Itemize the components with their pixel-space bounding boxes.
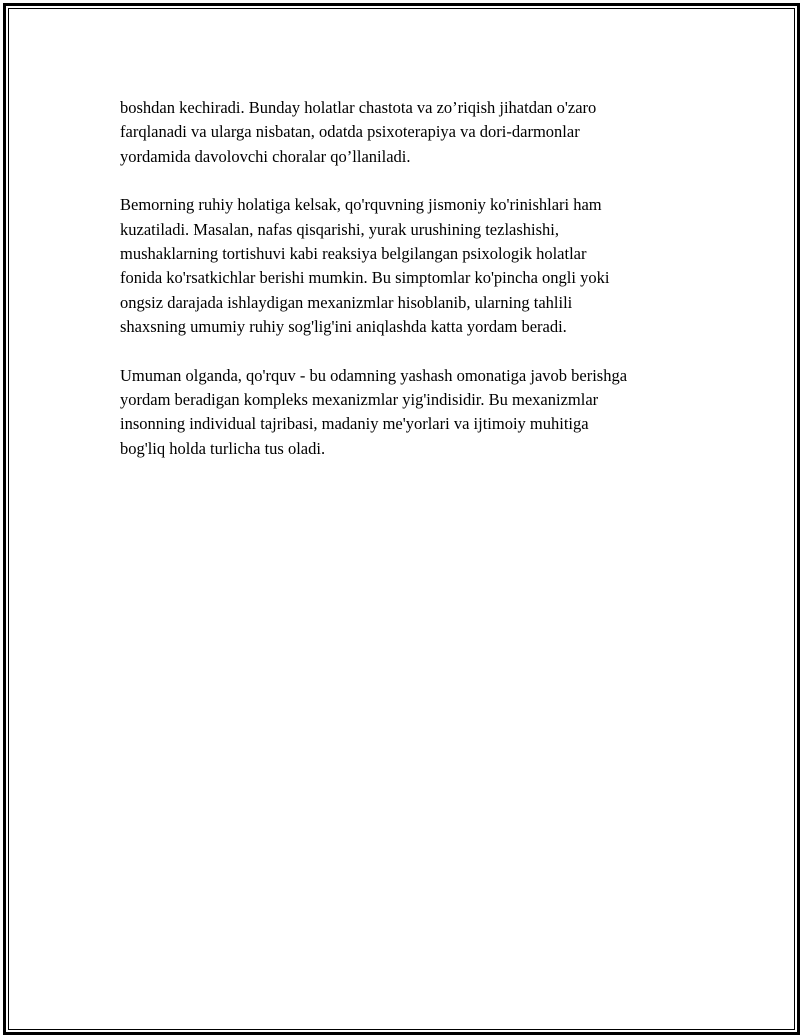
text-line: ongsiz darajada ishlaydigan mexanizmlar hisoblanib, ularning tahlili bbox=[120, 292, 573, 312]
text-line: yordam beradigan kompleks mexanizmlar yig'indisidir. Bu mexanizmlar bbox=[120, 390, 599, 410]
paragraph-2 bbox=[120, 193, 700, 339]
text-line: Umuman olganda, qo'rquv - bu odamning yashash omonatiga javob berishga bbox=[120, 365, 628, 385]
paragraph-1 bbox=[120, 96, 700, 169]
text-line: bog'liq holda turlicha tus oladi. bbox=[120, 438, 326, 458]
page-frame bbox=[3, 3, 800, 1035]
text-line: boshdan kechiradi. Bunday holatlar chastota va zo’riqish jihatdan o'zaro bbox=[120, 98, 597, 117]
text-line: shaxsning umumiy ruhiy sog'lig'ini aniqlashda katta yordam beradi. bbox=[120, 317, 567, 337]
paragraph-3 bbox=[120, 364, 700, 462]
text-line: fonida ko'rsatkichlar berishi mumkin. Bu simptomlar ko'pincha ongli yoki bbox=[120, 268, 610, 288]
document-body bbox=[120, 96, 700, 485]
text-line: yordamida davolovchi choralar qo’llaniladi. bbox=[120, 146, 411, 166]
text-line: insonning individual tajribasi, madaniy me'yorlari va ijtimoiy muhitiga bbox=[120, 414, 589, 434]
text-line: farqlanadi va ularga nisbatan, odatda psixoterapiya va dori-darmonlar bbox=[120, 122, 580, 142]
text-line: Bemorning ruhiy holatiga kelsak, qo'rquvning jismoniy ko'rinishlari ham bbox=[120, 195, 602, 215]
text-line: kuzatiladi. Masalan, nafas qisqarishi, yurak urushining tezlashishi, bbox=[120, 219, 559, 239]
text-line: mushaklarning tortishuvi kabi reaksiya belgilangan psixologik holatlar bbox=[120, 244, 587, 264]
